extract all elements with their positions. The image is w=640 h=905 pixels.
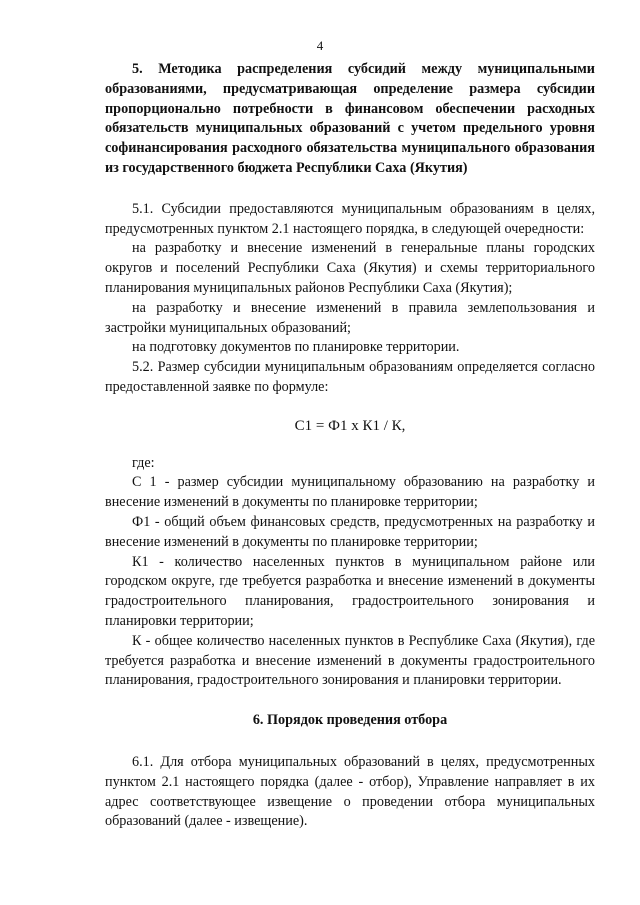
section-5-heading: 5. Методика распределения субсидий между муниципальными образованиями, предусматривающая определение размера субсидии пропорционально потребности в финансовом обеспечении расходных обязательств муниципальных образований с учетом предельного уровня софинансирования расходного обязательства муниципального образования из государственного бюджета Республики Саха (Якутия) xyxy=(105,61,595,176)
page-number: 4 xyxy=(316,38,324,53)
definition-f1: Ф1 - общий объем финансовых средств, предусмотренных на разработку и внесение изменений в документы по планировке территории; xyxy=(105,513,595,550)
paragraph-6-1: 6.1. Для отбора муниципальных образований в целях, предусмотренных пунктом 2.1 настоящего порядка (далее - отбор), Управление направляет в их адрес соответствующее извещение о проведении отбора муниципальных образований (далее - извещение). xyxy=(105,753,595,830)
section-6-heading: 6. Порядок проведения отбора xyxy=(252,712,448,729)
list-item-land-use-rules: на разработку и внесение изменений в правила землепользования и застройки муниципальных образований; xyxy=(105,299,595,336)
definition-c1: С 1 - размер субсидии муниципальному образованию на разработку и внесение изменений в документы по планировке территории; xyxy=(105,474,595,511)
paragraph-5-2: 5.2. Размер субсидии муниципальным образованиям определяется согласно предоставленной заявке по формуле: xyxy=(105,359,595,395)
subsidy-formula: С1 = Ф1 х К1 / К, xyxy=(294,417,406,434)
list-item-general-plans: на разработку и внесение изменений в генеральные планы городских округов и поселений Республики Саха (Якутия) и схемы территориального планирования муниципальных районов Республики Саха (Якутия); xyxy=(105,240,595,296)
paragraph-5-1: 5.1. Субсидии предоставляются муниципальным образованиям в целях, предусмотренных пунктом 2.1 настоящего порядка, в следующей очередности: xyxy=(105,200,595,237)
definition-k1: К1 - количество населенных пунктов в муниципальном районе или городском округе, где требуется разработка и внесение изменений в документы градостроительного планирования, градостроительного зонирования и планировки территории; xyxy=(105,553,595,629)
page-content xyxy=(105,60,595,832)
definition-k: К - общее количество населенных пунктов в Республике Саха (Якутия), где требуется разработка и внесение изменений в документы градостроительного планирования, градостроительного зонирования и планировки территории. xyxy=(105,632,595,689)
list-item-territory-planning: на подготовку документов по планировке территории. xyxy=(132,339,460,356)
formula-where-label: где: xyxy=(132,454,155,471)
